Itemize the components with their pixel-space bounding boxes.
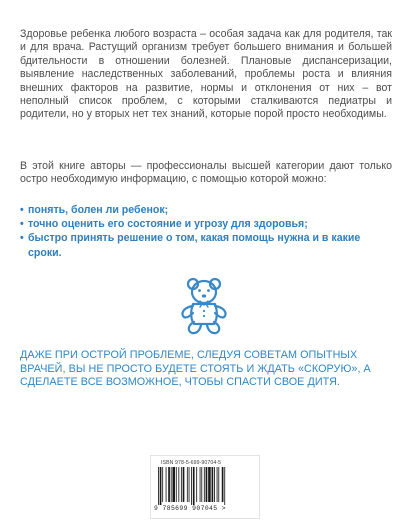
- authors-paragraph: В этой книге авторы — профессионалы высшей категории дают только остро необходимую информацию, с помощью которой можно:: [20, 160, 392, 186]
- barcode-bar: [187, 467, 188, 502]
- benefit-list: [20, 203, 392, 260]
- emphasis-text: ДАЖЕ ПРИ ОСТРОЙ ПРОБЛЕМЕ, СЛЕДУЯ СОВЕТАМ ОПЫТНЫХ ВРАЧЕЙ, ВЫ НЕ ПРОСТО БУДЕТЕ СТОЯТЬ И ЖДАТЬ «СКОРУЮ», А СДЕЛАЕТЕ ВСЕ ВОЗМОЖНОЕ, ЧТОБЫ СПАСТИ СВОЕ ДИТЯ.: [20, 349, 371, 389]
- barcode-bar: [218, 467, 219, 502]
- teddy-bear-icon: [176, 276, 232, 336]
- barcode-bar: [222, 467, 224, 502]
- benefit-item: [20, 203, 392, 217]
- barcode-bar: [181, 467, 182, 502]
- benefit-text: быстро принять решение о том, какая помощь нужна и в какие сроки.: [28, 232, 361, 259]
- benefit-text: понять, болен ли ребенок;: [28, 204, 169, 216]
- bullet-mark: •: [20, 218, 24, 231]
- barcode-bar: [160, 467, 162, 505]
- barcode-bar: [212, 467, 214, 502]
- benefit-item: [20, 231, 392, 259]
- barcode-bar: [171, 467, 172, 502]
- barcode-bar: [201, 467, 202, 502]
- barcode-bar: [214, 467, 215, 502]
- barcode-bar: [166, 467, 167, 502]
- barcode-bar: [193, 467, 195, 505]
- barcode-bar: [176, 467, 177, 502]
- benefit-text: точно оценить его состояние и угрозу для здоровья;: [28, 218, 308, 231]
- barcode-bar: [189, 467, 190, 502]
- barcode-bar: [168, 467, 170, 502]
- barcode-label: [150, 455, 260, 519]
- barcode-number: 9 785699 907045 >: [154, 505, 226, 512]
- barcode-bar: [224, 467, 225, 505]
- benefit-item: [20, 217, 392, 231]
- barcode-bar: [196, 467, 197, 502]
- bullet-mark: •: [20, 204, 24, 216]
- intro-paragraph: Здоровье ребенка любого возраста – особая задача как для родителя, так и для врача. Растущий организм требует большего внимания и большей бдительности в отношении болезней. Плановые диспансеризации, выявление наследственных заболеваний, проблемы роста и влияния внешних факторов на развитие, нормы и отклонения от них – вот неполный список проблем, с которыми сталкиваются педиатры и родители, но у вторых нет тех знаний, которые порой просто необходимы.: [20, 28, 392, 121]
- barcode-bar: [158, 467, 159, 505]
- barcode-bar: [172, 467, 175, 502]
- barcode-bar: [178, 467, 179, 502]
- barcode-bar: [206, 467, 208, 502]
- barcode-bar: [162, 467, 163, 502]
- barcode-bar: [204, 467, 205, 502]
- barcode-image: [157, 467, 253, 505]
- barcode-bar: [208, 467, 211, 502]
- barcode-bar: [183, 467, 185, 502]
- barcode-bar: [200, 467, 201, 502]
- barcode-bar: [191, 467, 192, 505]
- bullet-mark: •: [20, 232, 24, 245]
- isbn-text: ISBN 978-5-699-90704-5: [161, 460, 222, 466]
- barcode-bar: [217, 467, 218, 502]
